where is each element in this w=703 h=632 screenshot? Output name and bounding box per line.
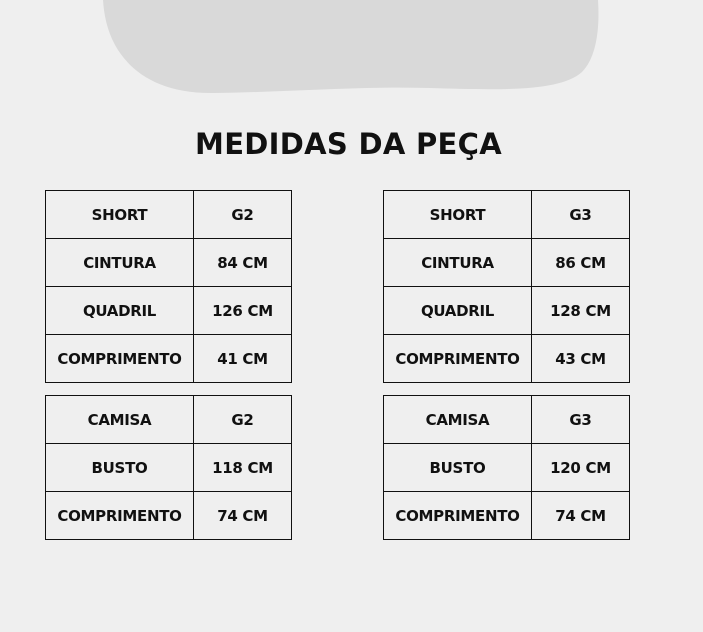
table-header-row bbox=[46, 191, 292, 239]
table-row bbox=[46, 287, 292, 335]
table-row bbox=[384, 492, 630, 540]
garment-label: SHORT bbox=[384, 191, 532, 239]
size-label: G3 bbox=[532, 191, 630, 239]
measure-label: COMPRIMENTO bbox=[46, 335, 194, 383]
short-g3-table bbox=[383, 190, 630, 383]
camisa-g3-table bbox=[383, 395, 630, 540]
measure-value: 128 CM bbox=[532, 287, 630, 335]
camisa-g2-table bbox=[45, 395, 292, 540]
measure-value: 86 CM bbox=[532, 239, 630, 287]
table-row bbox=[384, 335, 630, 383]
measure-label: QUADRIL bbox=[46, 287, 194, 335]
measure-label: CINTURA bbox=[46, 239, 194, 287]
measure-label: BUSTO bbox=[46, 444, 194, 492]
garment-label: CAMISA bbox=[384, 396, 532, 444]
measure-label: QUADRIL bbox=[384, 287, 532, 335]
table-row bbox=[46, 444, 292, 492]
measure-value: 118 CM bbox=[194, 444, 292, 492]
table-header-row bbox=[384, 191, 630, 239]
garment-label: CAMISA bbox=[46, 396, 194, 444]
measure-value: 74 CM bbox=[194, 492, 292, 540]
table-row bbox=[46, 492, 292, 540]
table-row bbox=[384, 239, 630, 287]
measure-label: CINTURA bbox=[384, 239, 532, 287]
table-row bbox=[384, 287, 630, 335]
page-title: MEDIDAS DA PEÇA bbox=[195, 127, 502, 161]
measure-value: 74 CM bbox=[532, 492, 630, 540]
table-header-row bbox=[384, 396, 630, 444]
measure-label: COMPRIMENTO bbox=[46, 492, 194, 540]
measure-value: 126 CM bbox=[194, 287, 292, 335]
measure-label: COMPRIMENTO bbox=[384, 492, 532, 540]
size-label: G3 bbox=[532, 396, 630, 444]
table-row bbox=[384, 444, 630, 492]
size-label: G2 bbox=[194, 396, 292, 444]
decorative-blob bbox=[0, 0, 703, 110]
measure-label: COMPRIMENTO bbox=[384, 335, 532, 383]
table-row bbox=[46, 335, 292, 383]
size-label: G2 bbox=[194, 191, 292, 239]
measure-value: 84 CM bbox=[194, 239, 292, 287]
short-g2-table bbox=[45, 190, 292, 383]
table-header-row bbox=[46, 396, 292, 444]
table-row bbox=[46, 239, 292, 287]
measure-value: 43 CM bbox=[532, 335, 630, 383]
garment-label: SHORT bbox=[46, 191, 194, 239]
measure-value: 41 CM bbox=[194, 335, 292, 383]
measure-label: BUSTO bbox=[384, 444, 532, 492]
measure-value: 120 CM bbox=[532, 444, 630, 492]
